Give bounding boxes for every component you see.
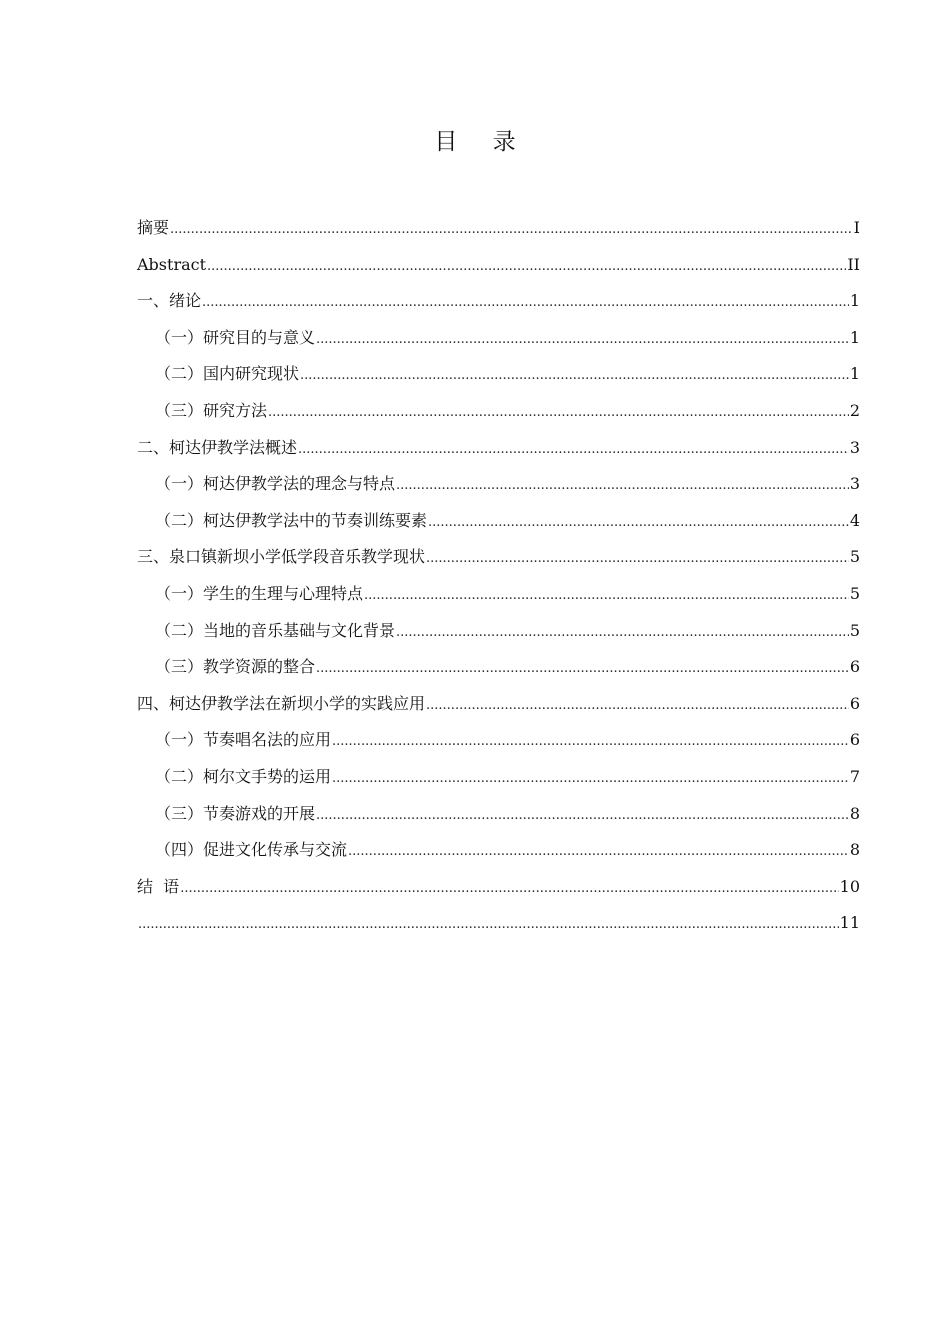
toc-dot-leader — [170, 216, 853, 244]
toc-entry[interactable] — [137, 251, 860, 288]
toc-entry-page: 5 — [849, 583, 860, 603]
toc-entry-page: 5 — [849, 547, 860, 567]
toc-entry-label: 四、柯达伊教学法在新坝小学的实践应用 — [137, 693, 426, 713]
toc-entry-label: （二）当地的音乐基础与文化背景 — [155, 620, 396, 640]
toc-entry[interactable] — [137, 836, 860, 873]
toc-dot-leader — [138, 911, 839, 939]
toc-entry-page: 4 — [849, 510, 860, 530]
toc-entry-page: 10 — [839, 876, 860, 896]
toc-entry[interactable] — [137, 397, 860, 434]
toc-entry[interactable] — [137, 690, 860, 727]
toc-entry[interactable] — [137, 763, 860, 800]
toc-entry-label: （二）国内研究现状 — [155, 364, 300, 384]
toc-entry-page: 8 — [849, 840, 860, 860]
toc-dot-leader — [268, 399, 849, 427]
toc-entry-page: 1 — [849, 291, 860, 311]
toc-entry-page: 6 — [849, 730, 860, 750]
toc-entry-page: 7 — [849, 766, 860, 786]
toc-dot-leader — [332, 765, 849, 793]
toc-entry[interactable] — [137, 617, 860, 654]
toc-entry[interactable] — [137, 909, 860, 946]
toc-entry-page: 6 — [849, 693, 860, 713]
toc-dot-leader — [316, 655, 849, 683]
toc-dot-leader — [207, 253, 846, 281]
toc-entry-page: 3 — [849, 474, 860, 494]
toc-entry-label: （一）研究目的与意义 — [155, 327, 316, 347]
toc-dot-leader — [316, 802, 849, 830]
toc-entry-label: （一）学生的生理与心理特点 — [155, 583, 364, 603]
toc-dot-leader — [202, 289, 849, 317]
toc-entry-label: 三、泉口镇新坝小学低学段音乐教学现状 — [137, 547, 426, 567]
toc-dot-leader — [396, 619, 849, 647]
toc-entry-page: 6 — [849, 657, 860, 677]
toc-entry-label: 一、绪论 — [137, 291, 202, 311]
toc-dot-leader — [332, 728, 849, 756]
toc-entry[interactable] — [137, 324, 860, 361]
toc-entry-page: 1 — [849, 364, 860, 384]
toc-entry-page: I — [853, 218, 860, 237]
toc-entry-label: （三）研究方法 — [155, 400, 268, 420]
toc-entry[interactable] — [137, 653, 860, 690]
toc-entry-label: （一）节奏唱名法的应用 — [155, 730, 332, 750]
table-of-contents — [137, 214, 860, 946]
toc-entry[interactable] — [137, 507, 860, 544]
toc-entry-page: II — [847, 254, 860, 274]
toc-entry-page: 8 — [849, 803, 860, 823]
toc-entry[interactable] — [137, 360, 860, 397]
toc-dot-leader — [180, 875, 838, 903]
toc-entry-label: （一）柯达伊教学法的理念与特点 — [155, 474, 396, 494]
toc-entry[interactable] — [137, 470, 860, 507]
toc-entry-label: （三）节奏游戏的开展 — [155, 803, 316, 823]
toc-dot-leader — [364, 582, 849, 610]
toc-entry-label: 结 语 — [137, 876, 180, 896]
toc-entry[interactable] — [137, 543, 860, 580]
toc-entry-label: 摘要 — [137, 218, 170, 237]
toc-entry-page: 2 — [849, 400, 860, 420]
toc-entry[interactable] — [137, 726, 860, 763]
toc-entry[interactable] — [137, 287, 860, 324]
toc-dot-leader — [348, 838, 849, 866]
toc-entry[interactable] — [137, 800, 860, 837]
toc-entry[interactable] — [137, 434, 860, 471]
toc-entry[interactable] — [137, 873, 860, 910]
toc-entry-label: （二）柯达伊教学法中的节奏训练要素 — [155, 510, 428, 530]
toc-entry-page: 11 — [839, 913, 860, 933]
toc-entry-label: （四）促进文化传承与交流 — [155, 840, 348, 860]
toc-dot-leader — [298, 436, 849, 464]
toc-entry-page: 3 — [849, 437, 860, 457]
toc-entry[interactable] — [137, 580, 860, 617]
toc-dot-leader — [396, 472, 849, 500]
toc-entry-page: 5 — [849, 620, 860, 640]
toc-entry-label: 二、柯达伊教学法概述 — [137, 437, 298, 457]
toc-dot-leader — [426, 692, 849, 720]
toc-entry[interactable] — [137, 214, 860, 251]
toc-dot-leader — [316, 326, 849, 354]
toc-dot-leader — [300, 362, 849, 390]
toc-entry-label: （三）教学资源的整合 — [155, 657, 316, 677]
toc-dot-leader — [428, 509, 849, 537]
toc-entry-label: Abstract — [137, 254, 207, 274]
toc-entry-page: 1 — [849, 327, 860, 347]
toc-entry-label: （二）柯尔文手势的运用 — [155, 766, 332, 786]
page-title: 目 录 — [434, 129, 530, 155]
toc-dot-leader — [426, 545, 849, 573]
